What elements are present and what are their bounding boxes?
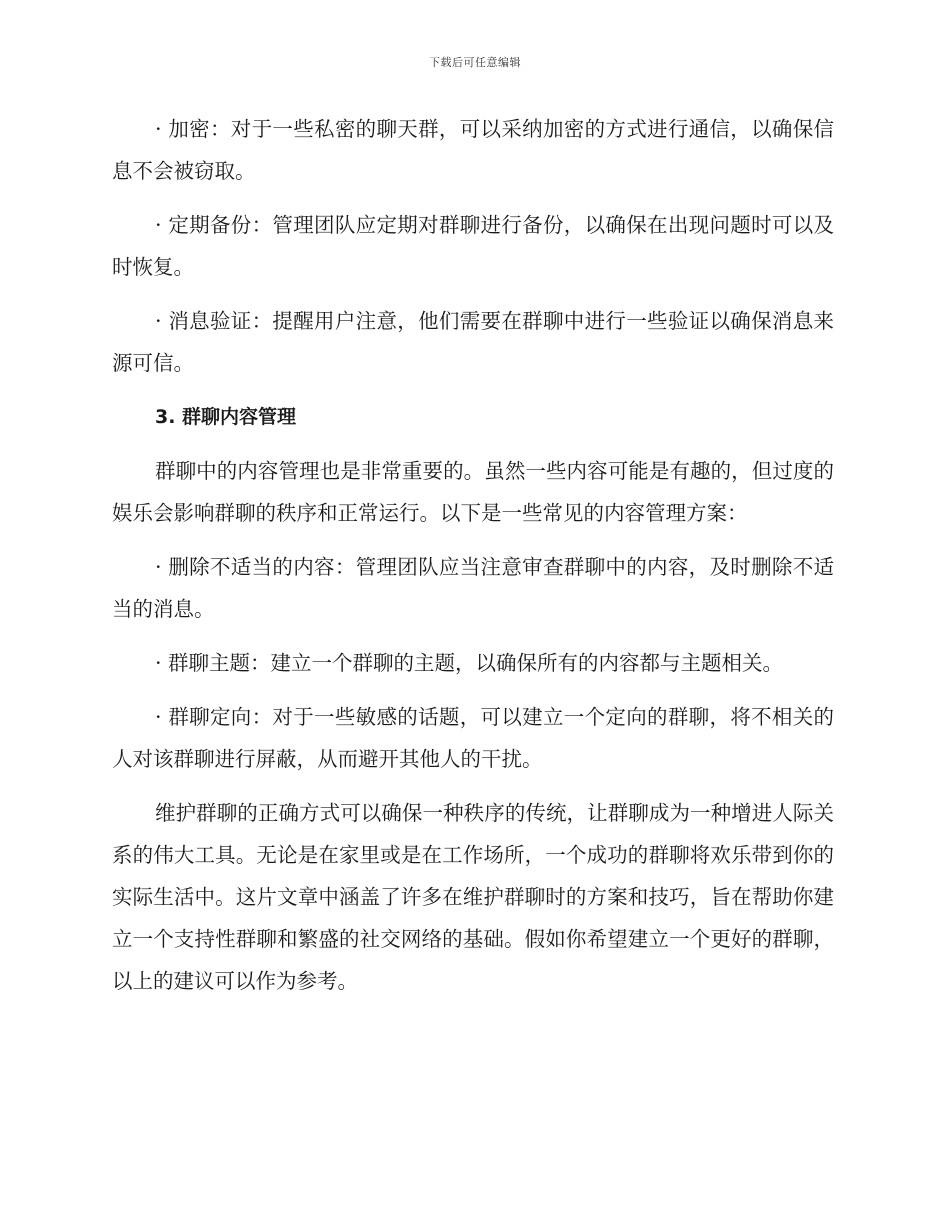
bullet-delete-inappropriate: · 删除不适当的内容：管理团队应当注意审查群聊中的内容，及时删除不适当的消息。 <box>112 555 834 621</box>
section-heading: 3. 群聊内容管理 <box>155 406 297 428</box>
document-body <box>112 108 834 1014</box>
content-management-intro: 群聊中的内容管理也是非常重要的。虽然一些内容可能是有趣的，但过度的娱乐会影响群聊的秩序和正常运行。以下是一些常见的内容管理方案： <box>112 459 834 525</box>
bullet-targeted-group: · 群聊定向：对于一些敏感的话题，可以建立一个定向的群聊，将不相关的人对该群聊进行屏蔽，从而避开其他人的干扰。 <box>112 705 834 771</box>
bullet-backup: · 定期备份：管理团队应定期对群聊进行备份，以确保在出现问题时可以及时恢复。 <box>112 213 834 279</box>
bullet-group-topic: · 群聊主题：建立一个群聊的主题，以确保所有的内容都与主题相关。 <box>155 651 784 675</box>
page-header: 下载后可任意编辑 <box>429 56 521 69</box>
bullet-message-verification: · 消息验证：提醒用户注意，他们需要在群聊中进行一些验证以确保消息来源可信。 <box>112 309 834 375</box>
conclusion-paragraph: 维护群聊的正确方式可以确保一种秩序的传统，让群聊成为一种增进人际关系的伟大工具。无论是在家里或是在工作场所，一个成功的群聊将欢乐带到你的实际生活中。这片文章中涵盖了许多在维护群聊时的方案和技巧，旨在帮助你建立一个支持性群聊和繁盛的社交网络的基础。假如你希望建立一个更好的群聊，以上的建议可以作为参考。 <box>112 801 834 993</box>
bullet-encryption: · 加密：对于一些私密的聊天群，可以采纳加密的方式进行通信，以确保信息不会被窃取。 <box>112 117 834 183</box>
